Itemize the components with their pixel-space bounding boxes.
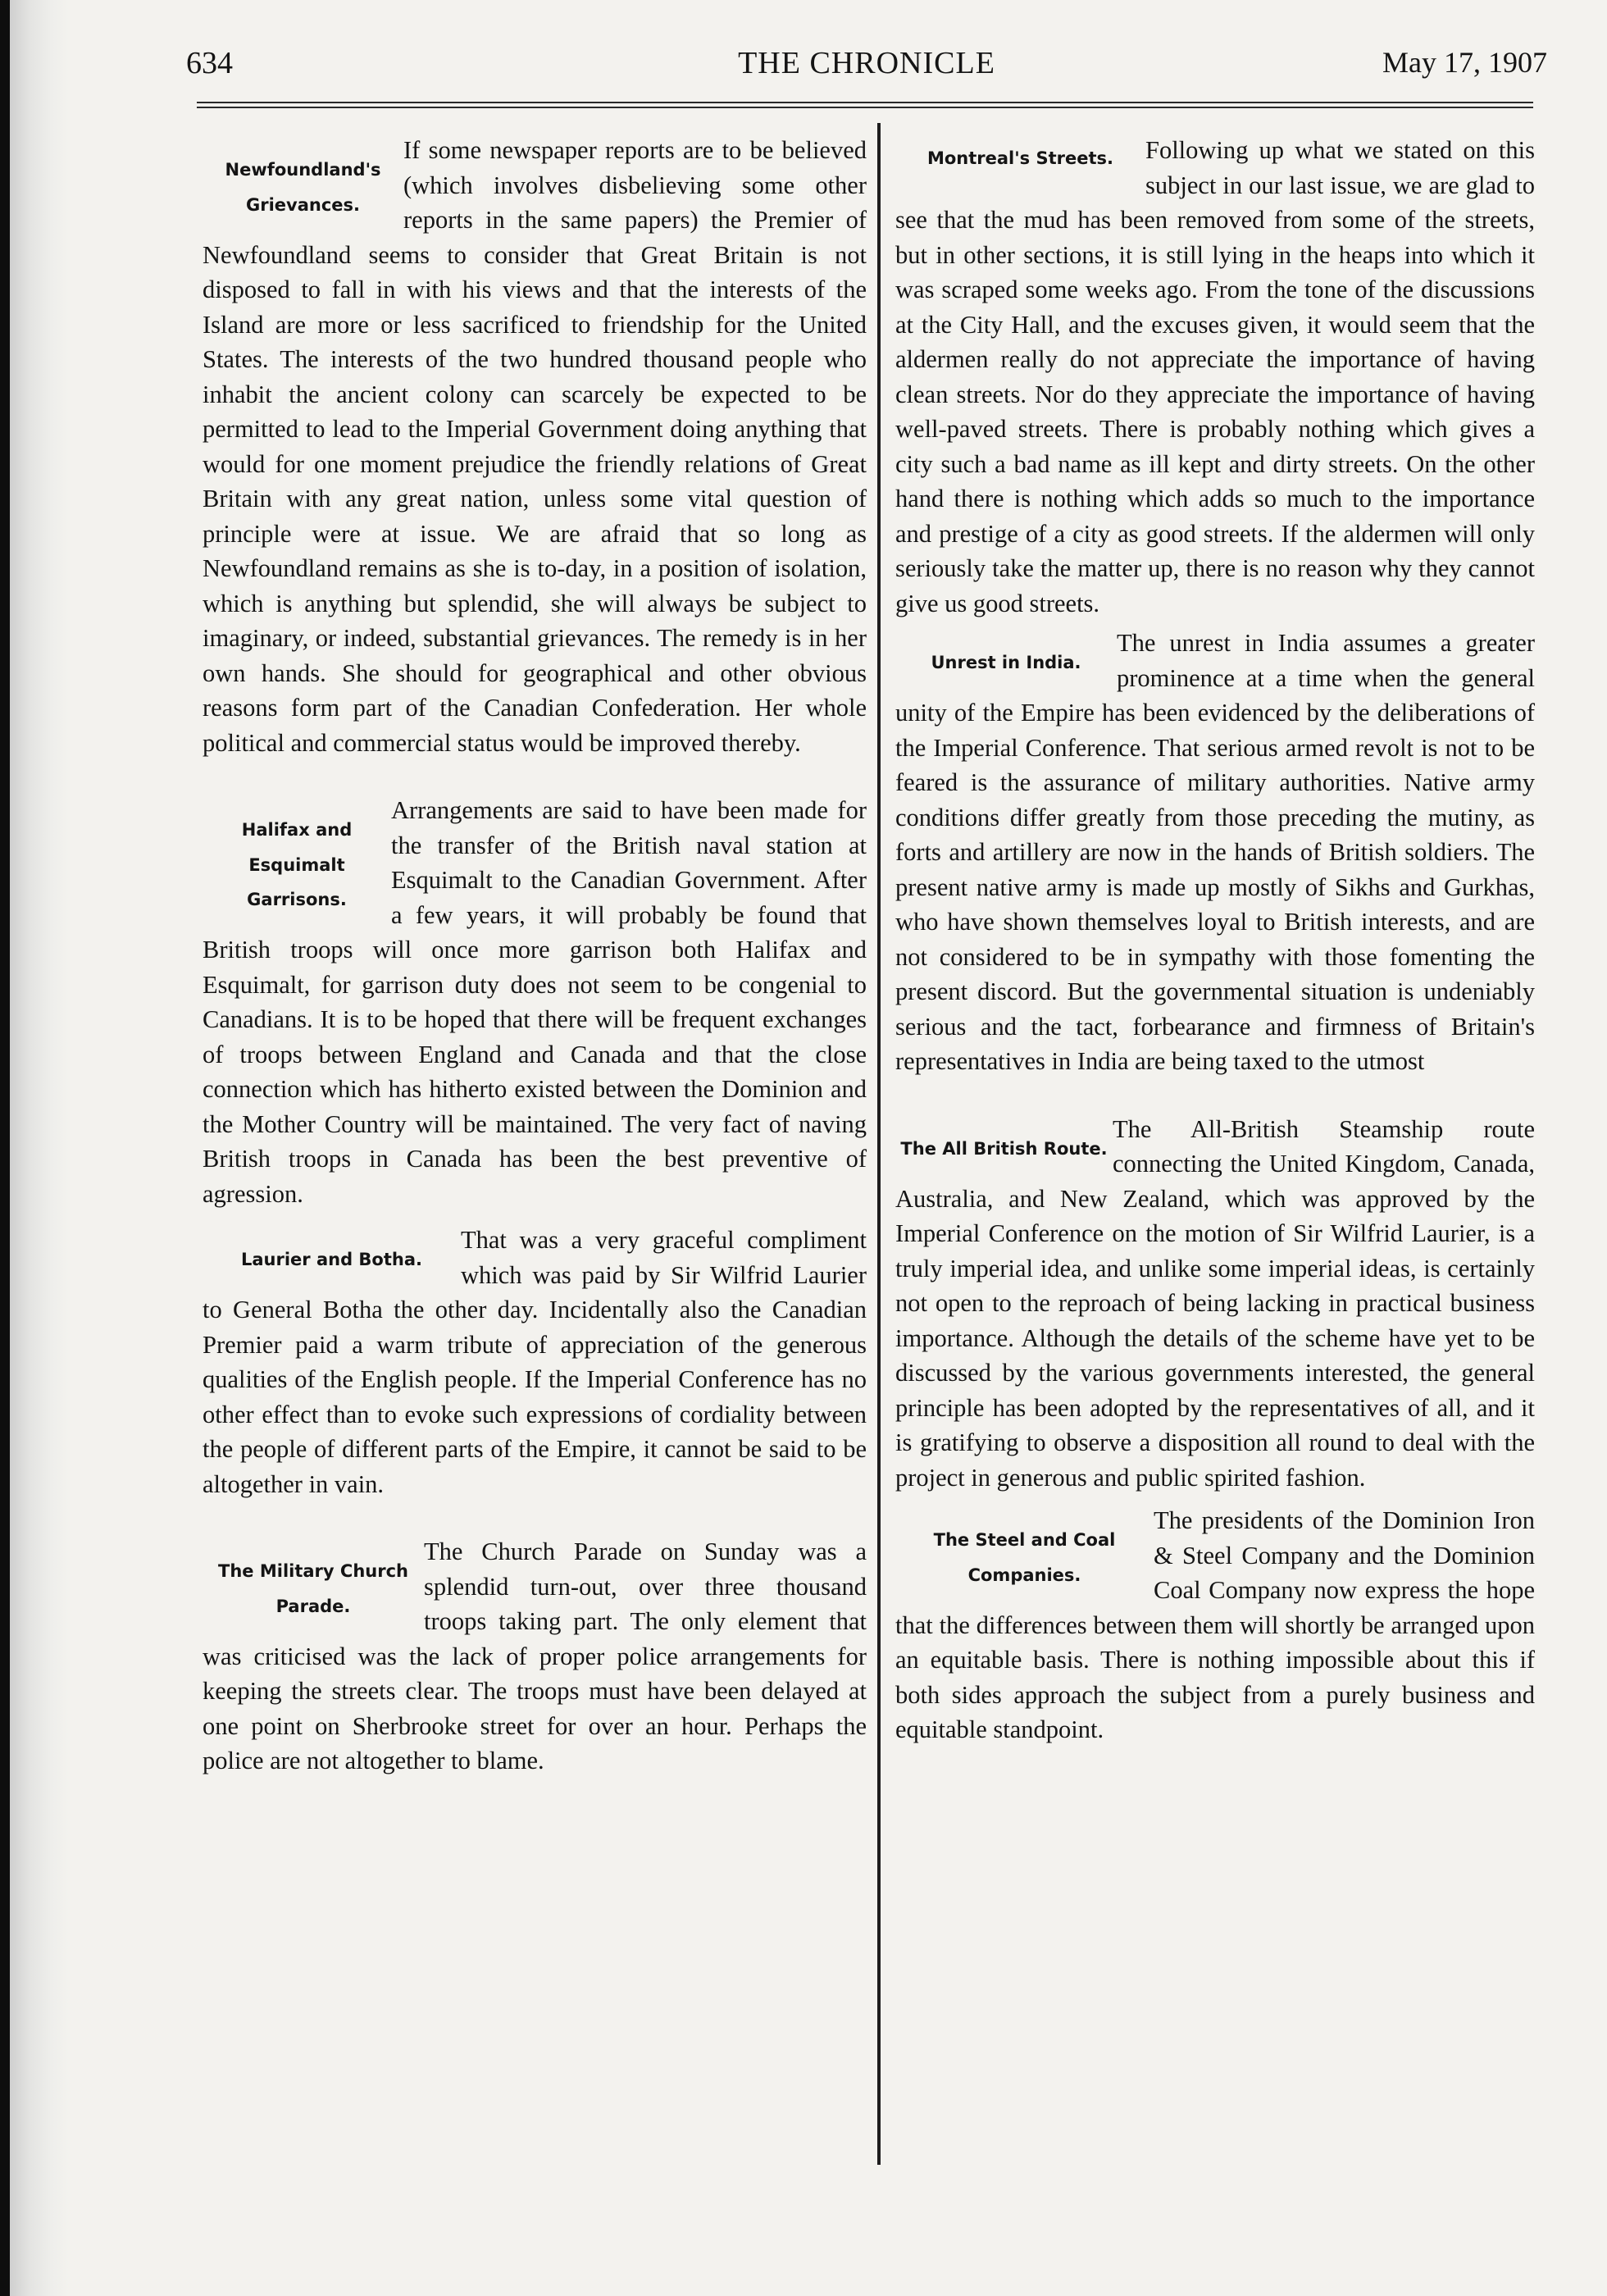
article-heading: Newfoundland's Grievances. bbox=[225, 160, 381, 215]
article-all-british-route bbox=[895, 1112, 1535, 1496]
page-header bbox=[186, 45, 1547, 111]
issue-date: May 17, 1907 bbox=[1382, 46, 1547, 79]
newspaper-page bbox=[10, 0, 1607, 2296]
header-rule bbox=[197, 107, 1533, 108]
left-column bbox=[203, 133, 867, 1811]
article-heading: The Military Church Parade. bbox=[218, 1561, 408, 1616]
page-binding-shadow bbox=[10, 0, 69, 2296]
article-laurier-botha bbox=[203, 1223, 867, 1501]
article-text: Following up what we stated on this subject in our last issue, we are glad to see that the mud has been removed from some of the streets, but in other sections, it is still lying in the heaps into which it was scraped some weeks ago. From the tone of the discussions at the City Hall, and the excuses given, it would seem that the aldermen really do not appreciate the importance of having clean streets. Nor do they appreciate the importance of having well-paved streets. There is probably nothing which gives a city such a bad name as ill kept and dirty streets. On the other hand there is nothing which adds so much to the importance and prestige of a city as good streets. If the aldermen will only seriously take the matter up, there is no reason why they cannot give us good streets. bbox=[895, 136, 1535, 617]
article-text: The presidents of the Dominion Iron & Steel Company and the Dominion Coal Company now express the hope that the differences between them will shortly be arranged upon an equitable basis. There is nothing impossible about this if both sides approach the subject from a purely business and equitable standpoint. bbox=[895, 1506, 1535, 1743]
article-text: The unrest in India assumes a greater prominence at a time when the general unity of the Empire has been evidenced by the deliberations of the Imperial Conference. That serious armed revolt is not to be feared is the assurance of military authorities. Native army conditions differ greatly from those preceding the mutiny, as forts and artillery are now in the hands of British soldiers. The present native army is made up mostly of Sikhs and Gurkhas, who have shown themselves loyal to British interests, and are not considered to be in sympathy with those fomenting the present discord. But the governmental situation is undeniably serious and the tact, forbearance and firmness of Britain's representatives in India are being taxed to the utmost bbox=[895, 629, 1535, 1075]
article-heading: Montreal's Streets. bbox=[926, 148, 1114, 168]
article-steel-coal bbox=[895, 1503, 1535, 1747]
journal-title: THE CHRONICLE bbox=[738, 46, 995, 80]
article-halifax-esquimalt bbox=[203, 793, 867, 1211]
article-text: The All-British Steamship route connecting the United Kingdom, Canada, Australia, and New Zealand, which was approved by the Imperial Conference on the motion of Sir Wilfrid Laurier, is a truly imperial idea, and unlike some imperial ideas, is certainly not open to the reproach of being lacking in practical business importance. Although the details of the scheme have yet to be discussed by the various governments interested, the general principle has been adopted by the representatives of all, and it is gratifying to observe a disposition all round to deal with the project in generous and public spirited fashion. bbox=[895, 1114, 1535, 1492]
article-heading: Unrest in India. bbox=[931, 653, 1081, 672]
header-rule bbox=[197, 102, 1533, 103]
article-text: If some newspaper reports are to be believed (which involves disbelieving some other reports in the same papers) the Premier of Newfoundland seems to consider that Great Britain is not disposed to fall in with his views and that the interests of the Island are more or less sacrificed to friendship for the United States. The interests of the two hundred thousand people who inhabit the ancient colony can scarcely be expected to be permitted to lead to the Imperial Government doing anything that would for one moment prejudice the friendly relations of Great Britain with any great nation, unless some vital question of principle were at issue. We are afraid that so long as Newfoundland remains as she is to-day, in a position of isolation, which is anything but splendid, she will always be subject to imaginary, or indeed, substantial grievances. The remedy is in her own hands. She should for geographical and other obvious reasons form part of the Canadian Confederation. Her whole political and commercial status would be improved thereby. bbox=[203, 136, 867, 757]
article-unrest-india bbox=[895, 626, 1535, 1079]
article-heading: The All British Route. bbox=[900, 1138, 1108, 1159]
page-number: 634 bbox=[186, 46, 233, 80]
article-text: That was a very graceful compliment which was paid by Sir Wilfrid Laurier to General Botha the other day. Incidentally also the Canadian Premier paid a warm tribute of appreciation of the generous qualities of the English people. If the Imperial Conference has no other effect than to evoke such expressions of cordiality between the people of different parts of the Empire, it cannot be said to be altogether in vain. bbox=[203, 1226, 867, 1498]
article-newfoundland bbox=[203, 133, 867, 760]
article-text: Arrangements are said to have been made for the transfer of the British naval station at Esquimalt to the Canadian Government. After a few years, it will probably be found that British troops will once more garrison both Halifax and Esquimalt, for garrison duty does not seem to be congenial to Canadians. It is to be hoped that there will be frequent exchanges of troops between England and Canada and that the close connection which has hitherto existed between the Dominion and the Mother Country will be maintained. The very fact of naving British troops in Canada has been the best preventive of agression. bbox=[203, 796, 867, 1208]
article-heading: Halifax and Esquimalt Garrisons. bbox=[241, 820, 353, 909]
article-heading: Laurier and Botha. bbox=[240, 1250, 422, 1269]
article-heading: The Steel and Coal Companies. bbox=[933, 1530, 1116, 1585]
article-church-parade bbox=[203, 1534, 867, 1779]
right-column bbox=[895, 133, 1535, 1780]
article-montreal-streets bbox=[895, 133, 1535, 621]
column-divider bbox=[877, 123, 881, 2165]
article-text: The Church Parade on Sunday was a splendid turn-out, over three thousand troops taking part. The only element that was criticised was the lack of proper police arrangements for keeping the streets clear. The troops must have been delayed at one point on Sherbrooke street for over an hour. Perhaps the police are not altogether to blame. bbox=[203, 1538, 867, 1774]
